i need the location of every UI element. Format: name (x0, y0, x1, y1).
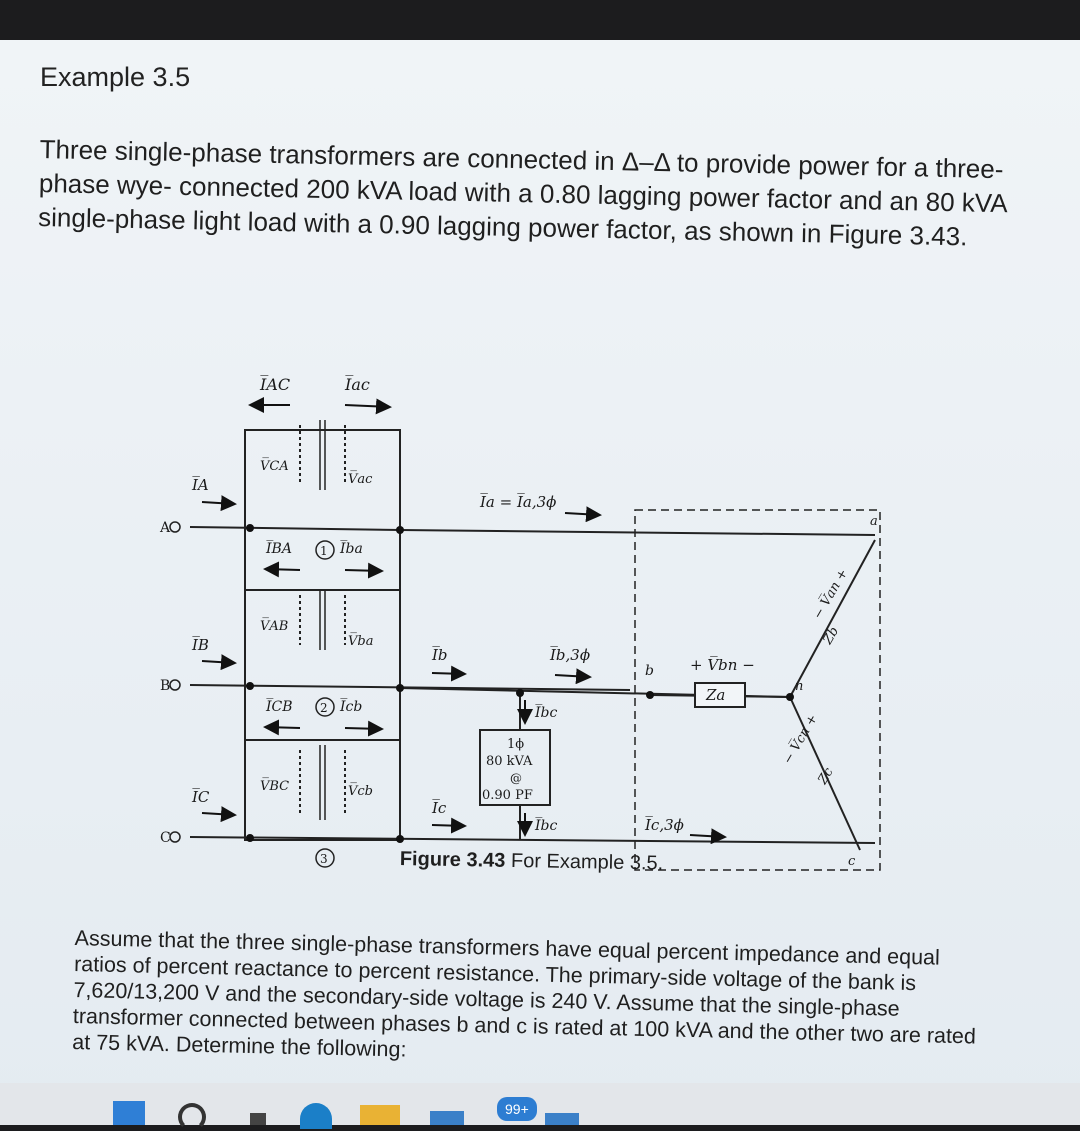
notification-badge: 99+ (497, 1097, 537, 1121)
load-line4: 0.90 PF (482, 788, 533, 803)
label-I-bc-top: I̅bc (535, 705, 558, 721)
label-I-A: I̅A (192, 476, 209, 494)
label-I-AC: I̅AC (260, 375, 291, 394)
caption-label: Figure 3.43 (399, 848, 506, 872)
taskbar (0, 1083, 1080, 1125)
node-n: n (795, 679, 804, 694)
label-V-an: − V̅an + (810, 566, 852, 622)
line-a (190, 527, 400, 530)
label-V-ba: V̅ba (348, 634, 374, 649)
label-V-cn: − V̅cn + (780, 711, 822, 767)
transformer-3-label: 3 (320, 852, 328, 866)
node-a: a (870, 514, 878, 529)
label-I-ac: I̅ac (345, 375, 370, 394)
figure-caption (400, 848, 664, 876)
caption-text: For Example 3.5. (505, 849, 664, 875)
task-view-icon[interactable] (250, 1113, 266, 1125)
file-explorer-icon[interactable] (360, 1105, 400, 1125)
app-icon-2[interactable] (545, 1113, 579, 1125)
edge-browser-icon[interactable] (300, 1103, 332, 1129)
label-I-B: I̅B (192, 636, 209, 654)
label-I-a-eq: I̅a = I̅a,3ϕ (480, 493, 557, 511)
label-Zb: Zb (820, 624, 843, 647)
windows-start-icon[interactable] (113, 1101, 145, 1125)
document-screen (0, 40, 1080, 1125)
label-V-bn: + V̅bn − (690, 656, 755, 674)
body-paragraph: Assume that the three single-phase transformers have equal percent impedance and equal ratios of percent reactance to percent resistance. The primary-side voltage of the bank is 7,620/13,200 V and the secondary-side voltage is 240 V. Assume that the single-phase transformer connected between phases b and c is rated at 100 kVA and the other two are rated at 75 kVA. Determine the following: (72, 925, 977, 1062)
node-A: A (160, 520, 171, 536)
label-V-cb: V̅cb (348, 784, 373, 799)
label-I-C: I̅C (192, 788, 210, 806)
label-Zc: Zc (815, 765, 837, 787)
node-c: c (848, 854, 856, 869)
node-C: C (160, 830, 171, 846)
node-b: b (645, 663, 654, 679)
load-line3: @ (510, 771, 522, 785)
label-I-c: I̅c (432, 799, 447, 817)
label-V-BC: V̅BC (260, 779, 290, 794)
transformer-1-label: 1 (320, 544, 328, 558)
label-I-CB: I̅CB (266, 699, 293, 715)
label-I-cb: I̅cb (340, 699, 363, 715)
label-Za: Za (706, 686, 726, 704)
label-I-ba: I̅ba (340, 541, 363, 557)
label-I-b: I̅b (432, 646, 448, 664)
label-I-BA: I̅BA (266, 541, 292, 557)
example-title: Example 3.5 (40, 62, 191, 92)
label-V-CA: V̅CA (260, 459, 289, 474)
label-I-bc-bot: I̅bc (535, 818, 558, 834)
search-icon[interactable] (178, 1103, 206, 1131)
label-V-ac: V̅ac (348, 472, 373, 487)
intro-paragraph: Three single-phase transformers are connected in Δ–Δ to provide power for a three-phase wye- connected 200 kVA load with a 0.80 lagging power factor and an 80 kVA single-phase light load with a 0.90 lagging power factor, as shown in Figure 3.43. (37, 133, 1007, 252)
label-V-AB: V̅AB (260, 619, 289, 634)
transformer-2-label: 2 (320, 701, 328, 715)
load-line2: 80 kVA (486, 754, 533, 769)
label-I-b3: I̅b,3ϕ (550, 646, 591, 664)
label-I-c3: I̅c,3ϕ (645, 816, 684, 834)
node-B: B (160, 678, 171, 694)
app-icon[interactable] (430, 1111, 464, 1125)
load-line1: 1ϕ (507, 737, 525, 752)
terminal-a (170, 522, 180, 532)
